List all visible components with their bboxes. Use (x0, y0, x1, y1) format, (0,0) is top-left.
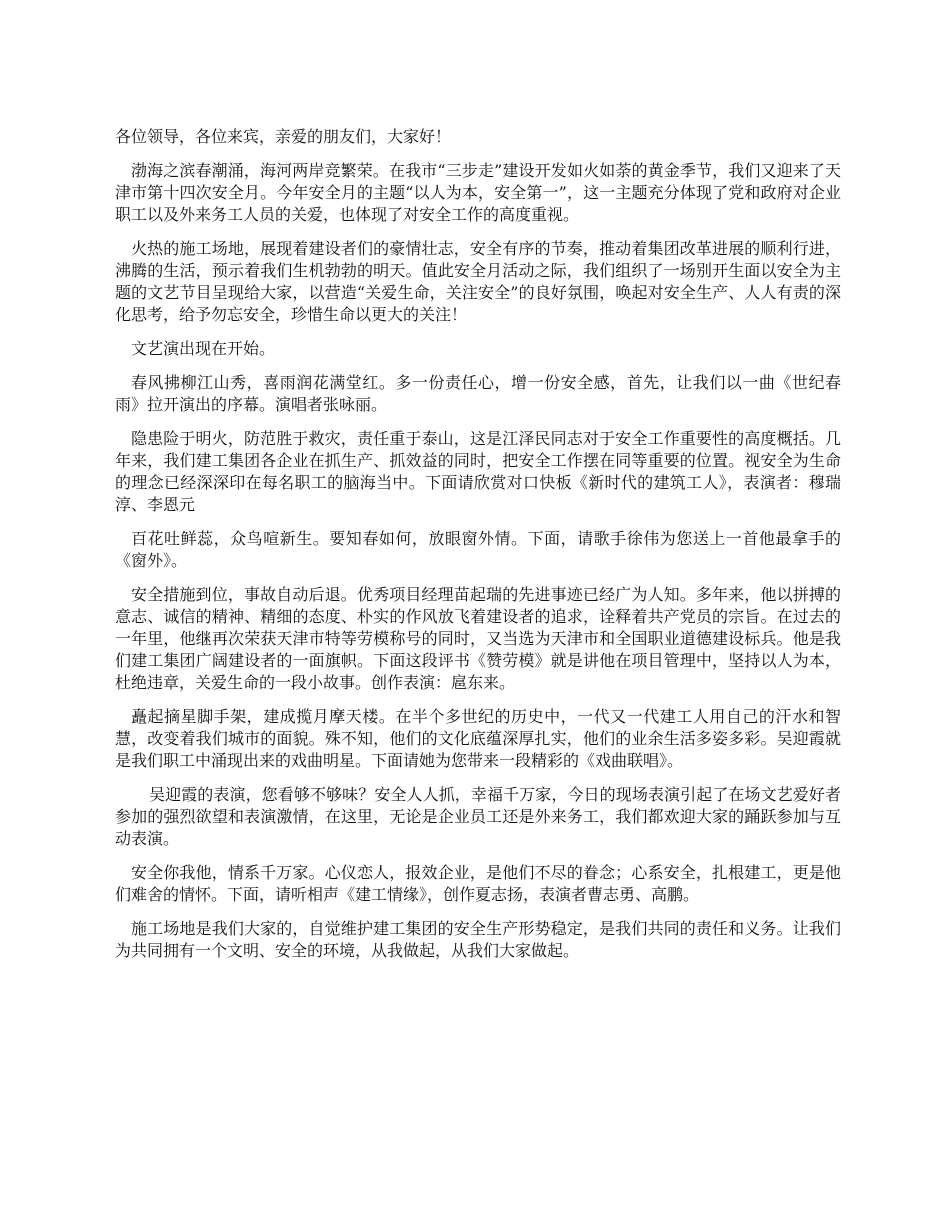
paragraph-opening-song: 春风拂柳江山秀，喜雨润花满堂红。多一份责任心，增一份安全感，首先，让我们以一曲《世纪春雨》拉开演出的序幕。演唱者张咏丽。 (115, 373, 841, 414)
greeting-paragraph: 各位领导，各位来宾，亲爱的朋友们，大家好！ (115, 127, 452, 146)
paragraph-safety-month: 渤海之滨春潮涌，海河两岸竞繁荣。在我市“三步走”建设开发如火如荼的黄金季节，我们又迎来了天津市第十四次安全月。今年安全月的主题“以人为本，安全第一”，这一主题充分体现了党和政府对企业职工以及外来务工人员的关爱，也体现了对安全工作的高度重视。 (115, 161, 841, 224)
paragraph-opera-medley: 矗起摘星脚手架，建成揽月摩天楼。在半个多世纪的历史中，一代又一代建工人用自己的汗水和智慧，改变着我们城市的面貌。殊不知，他们的文化底蕴深厚扎实，他们的业余生活多姿多彩。吴迎霞就是我们职工中涌现出来的戏曲明星。下面请她为您带来一段精彩的《戏曲联唱》。 (115, 707, 841, 770)
paragraph-audience-participation: 吴迎霞的表演，您看够不够味？安全人人抓，幸福千万家，今日的现场表演引起了在场文艺爱好者参加的强烈欲望和表演激情，在这里，无论是企业员工还是外来务工，我们都欢迎大家的踊跃参加与互动表演。 (115, 785, 841, 848)
paragraph-construction-site: 火热的施工场地，展现着建设者们的豪情壮志，安全有序的节奏，推动着集团改革进展的顺利行进，沸腾的生活，预示着我们生机勃勃的明天。值此安全月活动之际，我们组织了一场别开生面以安全为主题的文艺节目呈现给大家，以营造“关爱生命，关注安全”的良好氛围，唤起对安全生产、人人有责的深化思考，给予勿忘安全，珍惜生命以更大的关注！ (115, 239, 841, 324)
paragraph-crosstalk: 安全你我他，情系千万家。心仪恋人，报效企业，是他们不尽的眷念；心系安全，扎根建工，更是他们难舍的情怀。下面，请听相声《建工情缘》，创作夏志扬，表演者曹志勇、高鹏。 (115, 863, 841, 904)
paragraph-show-start: 文艺演出现在开始。 (131, 339, 276, 358)
paragraph-pingshu: 安全措施到位，事故自动后退。优秀项目经理苗起瑞的先进事迹已经广为人知。多年来，他以拼搏的意志、诚信的精神、精细的态度、朴实的作风放飞着建设者的追求，诠释着共产党员的宗旨。在过去的一年里，他继再次荣获天津市特等劳模称号的同时，又当选为天津市和全国职业道德建设标兵。他是我们建工集团广阔建设者的一面旗帜。下面这段评书《赞劳模》就是讲他在项目管理中，坚持以人为本，杜绝违章，关爱生命的一段小故事。创作表演：扈东来。 (115, 585, 841, 692)
paragraph-kuaiban: 隐患险于明火，防范胜于救灾，责任重于泰山，这是江泽民同志对于安全工作重要性的高度概括。几年来，我们建工集团各企业在抓生产、抓效益的同时，把安全工作摆在同等重要的位置。视安全为生命的理念已经深深印在每名职工的脑海当中。下面请欣赏对口快板《新时代的建筑工人》，表演者：穆瑞淳、李恩元 (115, 429, 841, 514)
paragraph-closing: 施工场地是我们大家的，自觉维护建工集团的安全生产形势稳定，是我们共同的责任和义务。让我们为共同拥有一个文明、安全的环境，从我做起，从我们大家做起。 (115, 919, 841, 960)
paragraph-song-window: 百花吐鲜蕊，众鸟喧新生。要知春如何，放眼窗外情。下面，请歌手徐伟为您送上一首他最拿手的《窗外》。 (115, 529, 841, 570)
document-body (115, 126, 841, 974)
